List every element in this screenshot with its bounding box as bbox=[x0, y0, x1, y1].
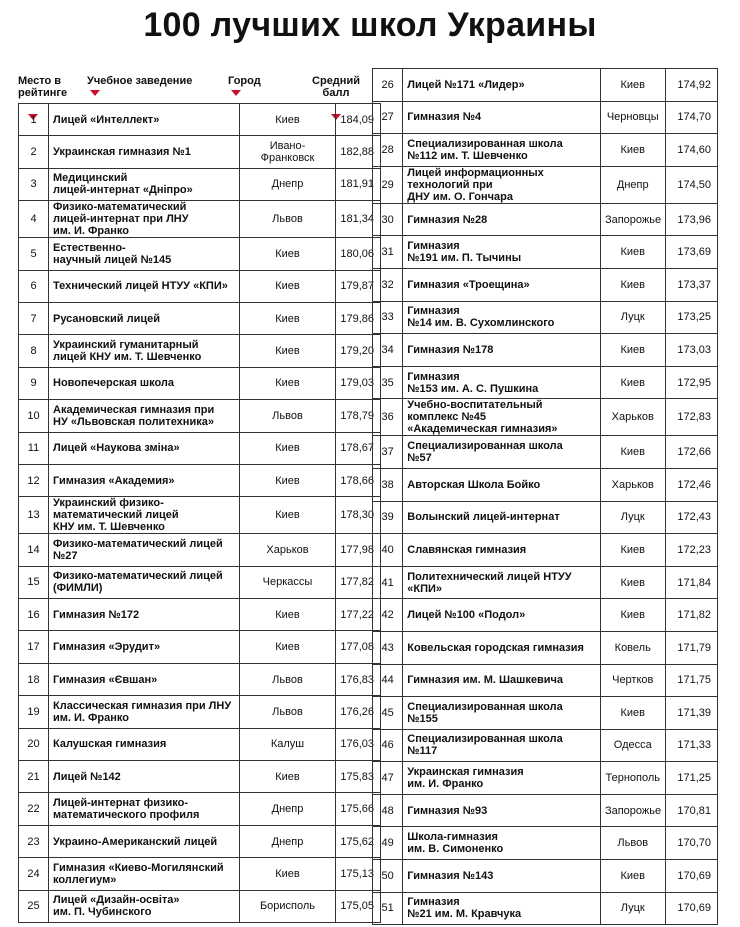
header-school-label: Учебное заведение bbox=[87, 75, 193, 87]
score-cell: 178,30 bbox=[336, 497, 381, 534]
rank-cell: 20 bbox=[19, 728, 49, 760]
table-row bbox=[373, 166, 718, 203]
rank-cell: 49 bbox=[373, 827, 403, 860]
table-row bbox=[373, 599, 718, 632]
score-cell: 179,86 bbox=[336, 302, 381, 334]
score-cell: 173,03 bbox=[665, 334, 717, 367]
rank-cell: 45 bbox=[373, 697, 403, 730]
city-cell: Киев bbox=[240, 104, 336, 136]
school-name-cell: Школа-гимназия им. В. Симоненко bbox=[403, 827, 601, 860]
city-cell: Киев bbox=[240, 599, 336, 631]
city-cell: Калуш bbox=[240, 728, 336, 760]
rank-cell: 5 bbox=[19, 238, 49, 270]
score-cell: 181,91 bbox=[336, 168, 381, 200]
rank-cell: 36 bbox=[373, 399, 403, 436]
city-cell: Луцк bbox=[600, 892, 665, 925]
table-row bbox=[19, 858, 381, 890]
school-name-cell: Специализированная школа №57 bbox=[403, 436, 601, 469]
score-cell: 176,26 bbox=[336, 696, 381, 728]
school-name-cell: Гимназия «Академия» bbox=[49, 464, 240, 496]
school-name-cell: Украинская гимназия №1 bbox=[49, 136, 240, 168]
header-rank-label: Место в рейтинге bbox=[18, 75, 68, 99]
school-name-cell: Русановский лицей bbox=[49, 302, 240, 334]
score-cell: 179,03 bbox=[336, 367, 381, 399]
score-cell: 172,43 bbox=[665, 501, 717, 534]
rank-cell: 30 bbox=[373, 203, 403, 236]
rank-cell: 29 bbox=[373, 166, 403, 203]
table-row bbox=[373, 101, 718, 134]
rank-cell: 33 bbox=[373, 301, 403, 334]
city-cell: Киев bbox=[240, 497, 336, 534]
city-cell: Киев bbox=[240, 302, 336, 334]
sort-arrow-icon bbox=[231, 90, 241, 96]
table-row bbox=[373, 566, 718, 599]
city-cell: Запорожье bbox=[600, 203, 665, 236]
school-name-cell: Лицей «Дизайн-освіта» им. П. Чубинского bbox=[49, 890, 240, 922]
school-name-cell: Авторская Школа Бойко bbox=[403, 468, 601, 501]
rank-cell: 7 bbox=[19, 302, 49, 334]
city-cell: Чертков bbox=[600, 664, 665, 697]
school-name-cell: Лицей №171 «Лидер» bbox=[403, 69, 601, 102]
score-cell: 175,66 bbox=[336, 793, 381, 825]
school-name-cell: Естественно- научный лицей №145 bbox=[49, 238, 240, 270]
table-row bbox=[373, 236, 718, 269]
score-cell: 175,62 bbox=[336, 825, 381, 857]
table-row bbox=[19, 302, 381, 334]
rank-cell: 3 bbox=[19, 168, 49, 200]
table-row bbox=[19, 201, 381, 238]
score-cell: 172,83 bbox=[665, 399, 717, 436]
rank-cell: 6 bbox=[19, 270, 49, 302]
rank-cell: 46 bbox=[373, 729, 403, 762]
rank-cell: 12 bbox=[19, 464, 49, 496]
rank-cell: 24 bbox=[19, 858, 49, 890]
city-cell: Киев bbox=[240, 367, 336, 399]
school-name-cell: Гимназия №153 им. А. С. Пушкина bbox=[403, 366, 601, 399]
city-cell: Луцк bbox=[600, 501, 665, 534]
rank-cell: 42 bbox=[373, 599, 403, 632]
table-row bbox=[19, 663, 381, 695]
city-cell: Киев bbox=[240, 761, 336, 793]
school-name-cell: Лицей №142 bbox=[49, 761, 240, 793]
school-name-cell: Украинская гимназия им. И. Франко bbox=[403, 762, 601, 795]
table-row bbox=[373, 468, 718, 501]
city-cell: Харьков bbox=[240, 534, 336, 566]
rank-cell: 41 bbox=[373, 566, 403, 599]
score-cell: 170,69 bbox=[665, 892, 717, 925]
header-school bbox=[87, 75, 217, 99]
score-cell: 182,88 bbox=[336, 136, 381, 168]
score-cell: 173,96 bbox=[665, 203, 717, 236]
table-row bbox=[373, 860, 718, 893]
score-cell: 171,25 bbox=[665, 762, 717, 795]
score-cell: 174,60 bbox=[665, 134, 717, 167]
rank-cell: 19 bbox=[19, 696, 49, 728]
score-cell: 172,23 bbox=[665, 534, 717, 567]
city-cell: Львов bbox=[240, 400, 336, 432]
school-name-cell: Лицей №100 «Подол» bbox=[403, 599, 601, 632]
rank-cell: 13 bbox=[19, 497, 49, 534]
city-cell: Киев bbox=[240, 432, 336, 464]
city-cell: Киев bbox=[600, 268, 665, 301]
header-city bbox=[228, 75, 288, 99]
school-name-cell: Гимназия №172 bbox=[49, 599, 240, 631]
score-cell: 179,87 bbox=[336, 270, 381, 302]
rank-cell: 32 bbox=[373, 268, 403, 301]
table-row bbox=[19, 631, 381, 663]
rank-cell: 34 bbox=[373, 334, 403, 367]
table-row bbox=[19, 335, 381, 367]
table-row bbox=[373, 301, 718, 334]
school-name-cell: Физико-математический лицей №27 bbox=[49, 534, 240, 566]
city-cell: Днепр bbox=[240, 825, 336, 857]
score-cell: 171,75 bbox=[665, 664, 717, 697]
score-cell: 180,06 bbox=[336, 238, 381, 270]
school-name-cell: Украино-Американский лицей bbox=[49, 825, 240, 857]
table-row bbox=[373, 334, 718, 367]
city-cell: Киев bbox=[600, 697, 665, 730]
rank-cell: 23 bbox=[19, 825, 49, 857]
school-name-cell: Гимназия «Киево-Могилянский коллегиум» bbox=[49, 858, 240, 890]
score-cell: 173,37 bbox=[665, 268, 717, 301]
city-cell: Киев bbox=[600, 334, 665, 367]
table-row bbox=[373, 203, 718, 236]
score-cell: 171,33 bbox=[665, 729, 717, 762]
score-cell: 173,69 bbox=[665, 236, 717, 269]
city-cell: Львов bbox=[240, 696, 336, 728]
school-name-cell: Физико-математический лицей-интернат при ЛНУ им. И. Франко bbox=[49, 201, 240, 238]
table-row bbox=[373, 762, 718, 795]
rank-cell: 15 bbox=[19, 566, 49, 598]
school-name-cell: Гимназия им. М. Шашкевича bbox=[403, 664, 601, 697]
table-row bbox=[19, 238, 381, 270]
table-row bbox=[373, 399, 718, 436]
score-cell: 175,13 bbox=[336, 858, 381, 890]
school-name-cell: Политехнический лицей НТУУ «КПИ» bbox=[403, 566, 601, 599]
city-cell: Запорожье bbox=[600, 794, 665, 827]
city-cell: Киев bbox=[600, 599, 665, 632]
school-name-cell: Гимназия №178 bbox=[403, 334, 601, 367]
school-name-cell: Специализированная школа №117 bbox=[403, 729, 601, 762]
score-cell: 171,82 bbox=[665, 599, 717, 632]
rank-cell: 8 bbox=[19, 335, 49, 367]
rank-cell: 51 bbox=[373, 892, 403, 925]
city-cell: Харьков bbox=[600, 468, 665, 501]
rank-cell: 2 bbox=[19, 136, 49, 168]
table-row bbox=[19, 728, 381, 760]
table-row bbox=[373, 268, 718, 301]
score-cell: 179,20 bbox=[336, 335, 381, 367]
city-cell: Киев bbox=[240, 464, 336, 496]
score-cell: 170,81 bbox=[665, 794, 717, 827]
score-cell: 172,95 bbox=[665, 366, 717, 399]
table-row bbox=[19, 793, 381, 825]
rank-cell: 44 bbox=[373, 664, 403, 697]
score-cell: 176,03 bbox=[336, 728, 381, 760]
school-name-cell: Гимназия №21 им. М. Кравчука bbox=[403, 892, 601, 925]
table-row bbox=[373, 69, 718, 102]
score-cell: 184,09 bbox=[336, 104, 381, 136]
city-cell: Киев bbox=[600, 366, 665, 399]
school-name-cell: Гимназия №191 им. П. Тычины bbox=[403, 236, 601, 269]
school-name-cell: Гимназия «Эрудит» bbox=[49, 631, 240, 663]
school-name-cell: Лицей-интернат физико- математического профиля bbox=[49, 793, 240, 825]
city-cell: Киев bbox=[240, 270, 336, 302]
school-name-cell: Технический лицей НТУУ «КПИ» bbox=[49, 270, 240, 302]
city-cell: Тернополь bbox=[600, 762, 665, 795]
score-cell: 177,82 bbox=[336, 566, 381, 598]
table-row bbox=[373, 697, 718, 730]
rank-cell: 31 bbox=[373, 236, 403, 269]
ranking-table-right bbox=[372, 68, 718, 925]
table-row bbox=[19, 761, 381, 793]
school-name-cell: Физико-математический лицей (ФИМЛИ) bbox=[49, 566, 240, 598]
table-row bbox=[19, 825, 381, 857]
table-row bbox=[373, 892, 718, 925]
score-cell: 171,39 bbox=[665, 697, 717, 730]
school-name-cell: Украинский гуманитарный лицей КНУ им. Т. Шевченко bbox=[49, 335, 240, 367]
rank-cell: 22 bbox=[19, 793, 49, 825]
school-name-cell: Классическая гимназия при ЛНУ им. И. Франко bbox=[49, 696, 240, 728]
city-cell: Одесса bbox=[600, 729, 665, 762]
city-cell: Киев bbox=[240, 238, 336, 270]
rank-cell: 17 bbox=[19, 631, 49, 663]
city-cell: Киев bbox=[600, 566, 665, 599]
city-cell: Киев bbox=[600, 134, 665, 167]
rank-cell: 39 bbox=[373, 501, 403, 534]
score-cell: 181,34 bbox=[336, 201, 381, 238]
city-cell: Днепр bbox=[240, 168, 336, 200]
table-row bbox=[373, 631, 718, 664]
school-name-cell: Калушская гимназия bbox=[49, 728, 240, 760]
school-name-cell: Медицинский лицей-интернат «Дніпро» bbox=[49, 168, 240, 200]
score-cell: 177,98 bbox=[336, 534, 381, 566]
rank-cell: 35 bbox=[373, 366, 403, 399]
table-row bbox=[19, 890, 381, 922]
table-row bbox=[373, 366, 718, 399]
rank-cell: 4 bbox=[19, 201, 49, 238]
table-row bbox=[19, 432, 381, 464]
table-row bbox=[373, 664, 718, 697]
rank-cell: 38 bbox=[373, 468, 403, 501]
city-cell: Киев bbox=[240, 631, 336, 663]
score-cell: 170,69 bbox=[665, 860, 717, 893]
rank-cell: 1 bbox=[19, 104, 49, 136]
rank-cell: 47 bbox=[373, 762, 403, 795]
table-row bbox=[19, 367, 381, 399]
score-cell: 172,66 bbox=[665, 436, 717, 469]
rank-cell: 16 bbox=[19, 599, 49, 631]
city-cell: Киев bbox=[600, 860, 665, 893]
school-name-cell: Лицей «Наукова зміна» bbox=[49, 432, 240, 464]
school-name-cell: Волынский лицей-интернат bbox=[403, 501, 601, 534]
school-name-cell: Гимназия №14 им. В. Сухомлинского bbox=[403, 301, 601, 334]
score-cell: 175,05 bbox=[336, 890, 381, 922]
school-name-cell: Ковельская городская гимназия bbox=[403, 631, 601, 664]
school-name-cell: Академическая гимназия при НУ «Львовская политехника» bbox=[49, 400, 240, 432]
score-cell: 177,08 bbox=[336, 631, 381, 663]
city-cell: Харьков bbox=[600, 399, 665, 436]
table-row bbox=[373, 134, 718, 167]
city-cell: Киев bbox=[600, 436, 665, 469]
rank-cell: 43 bbox=[373, 631, 403, 664]
rank-cell: 28 bbox=[373, 134, 403, 167]
city-cell: Ковель bbox=[600, 631, 665, 664]
city-cell: Киев bbox=[600, 534, 665, 567]
city-cell: Черновцы bbox=[600, 101, 665, 134]
score-cell: 172,46 bbox=[665, 468, 717, 501]
table-row bbox=[19, 168, 381, 200]
school-name-cell: Новопечерская школа bbox=[49, 367, 240, 399]
rank-cell: 21 bbox=[19, 761, 49, 793]
rank-cell: 48 bbox=[373, 794, 403, 827]
school-name-cell: Славянская гимназия bbox=[403, 534, 601, 567]
table-row bbox=[19, 464, 381, 496]
city-cell: Луцк bbox=[600, 301, 665, 334]
school-name-cell: Учебно-воспитательный комплекс №45 «Академическая гимназия» bbox=[403, 399, 601, 436]
school-name-cell: Украинский физико- математический лицей КНУ им. Т. Шевченко bbox=[49, 497, 240, 534]
ranking-table-left bbox=[18, 103, 381, 923]
rank-cell: 40 bbox=[373, 534, 403, 567]
table-row bbox=[373, 436, 718, 469]
table-row bbox=[19, 599, 381, 631]
table-row bbox=[19, 136, 381, 168]
page-title: 100 лучших школ Украины bbox=[143, 6, 597, 44]
table-row bbox=[19, 696, 381, 728]
table-row bbox=[373, 729, 718, 762]
rank-cell: 10 bbox=[19, 400, 49, 432]
header-score-label: Средний балл bbox=[312, 75, 360, 99]
rank-cell: 27 bbox=[373, 101, 403, 134]
rank-cell: 25 bbox=[19, 890, 49, 922]
score-cell: 171,79 bbox=[665, 631, 717, 664]
city-cell: Днепр bbox=[600, 166, 665, 203]
sort-arrow-icon bbox=[90, 90, 100, 96]
score-cell: 174,50 bbox=[665, 166, 717, 203]
score-cell: 175,83 bbox=[336, 761, 381, 793]
score-cell: 176,83 bbox=[336, 663, 381, 695]
score-cell: 170,70 bbox=[665, 827, 717, 860]
school-name-cell: Гимназия «Євшан» bbox=[49, 663, 240, 695]
school-name-cell: Гимназия №93 bbox=[403, 794, 601, 827]
table-row bbox=[19, 497, 381, 534]
table-row bbox=[373, 534, 718, 567]
school-name-cell: Лицей информационных технологий при ДНУ им. О. Гончара bbox=[403, 166, 601, 203]
school-name-cell: Специализированная школа №112 им. Т. Шевченко bbox=[403, 134, 601, 167]
table-row bbox=[19, 104, 381, 136]
city-cell: Киев bbox=[600, 69, 665, 102]
city-cell: Борисполь bbox=[240, 890, 336, 922]
table-row bbox=[373, 794, 718, 827]
table-row bbox=[19, 400, 381, 432]
rank-cell: 9 bbox=[19, 367, 49, 399]
rank-cell: 37 bbox=[373, 436, 403, 469]
rank-cell: 11 bbox=[19, 432, 49, 464]
table-row bbox=[373, 501, 718, 534]
score-cell: 177,22 bbox=[336, 599, 381, 631]
table-row bbox=[19, 566, 381, 598]
rank-cell: 14 bbox=[19, 534, 49, 566]
school-name-cell: Лицей «Интеллект» bbox=[49, 104, 240, 136]
city-cell: Киев bbox=[600, 236, 665, 269]
school-name-cell: Специализированная школа №155 bbox=[403, 697, 601, 730]
score-cell: 178,67 bbox=[336, 432, 381, 464]
city-cell: Днепр bbox=[240, 793, 336, 825]
table-row bbox=[373, 827, 718, 860]
header-city-label: Город bbox=[228, 75, 261, 87]
school-name-cell: Гимназия №4 bbox=[403, 101, 601, 134]
score-cell: 173,25 bbox=[665, 301, 717, 334]
score-cell: 171,84 bbox=[665, 566, 717, 599]
score-cell: 178,66 bbox=[336, 464, 381, 496]
score-cell: 178,79 bbox=[336, 400, 381, 432]
rank-cell: 26 bbox=[373, 69, 403, 102]
city-cell: Львов bbox=[240, 201, 336, 238]
table-row bbox=[19, 534, 381, 566]
city-cell: Киев bbox=[240, 335, 336, 367]
rank-cell: 18 bbox=[19, 663, 49, 695]
score-cell: 174,92 bbox=[665, 69, 717, 102]
school-name-cell: Гимназия №143 bbox=[403, 860, 601, 893]
score-cell: 174,70 bbox=[665, 101, 717, 134]
city-cell: Львов bbox=[600, 827, 665, 860]
city-cell: Ивано- Франковск bbox=[240, 136, 336, 168]
city-cell: Черкассы bbox=[240, 566, 336, 598]
table-row bbox=[19, 270, 381, 302]
rank-cell: 50 bbox=[373, 860, 403, 893]
school-name-cell: Гимназия №28 bbox=[403, 203, 601, 236]
school-name-cell: Гимназия «Троещина» bbox=[403, 268, 601, 301]
city-cell: Киев bbox=[240, 858, 336, 890]
city-cell: Львов bbox=[240, 663, 336, 695]
